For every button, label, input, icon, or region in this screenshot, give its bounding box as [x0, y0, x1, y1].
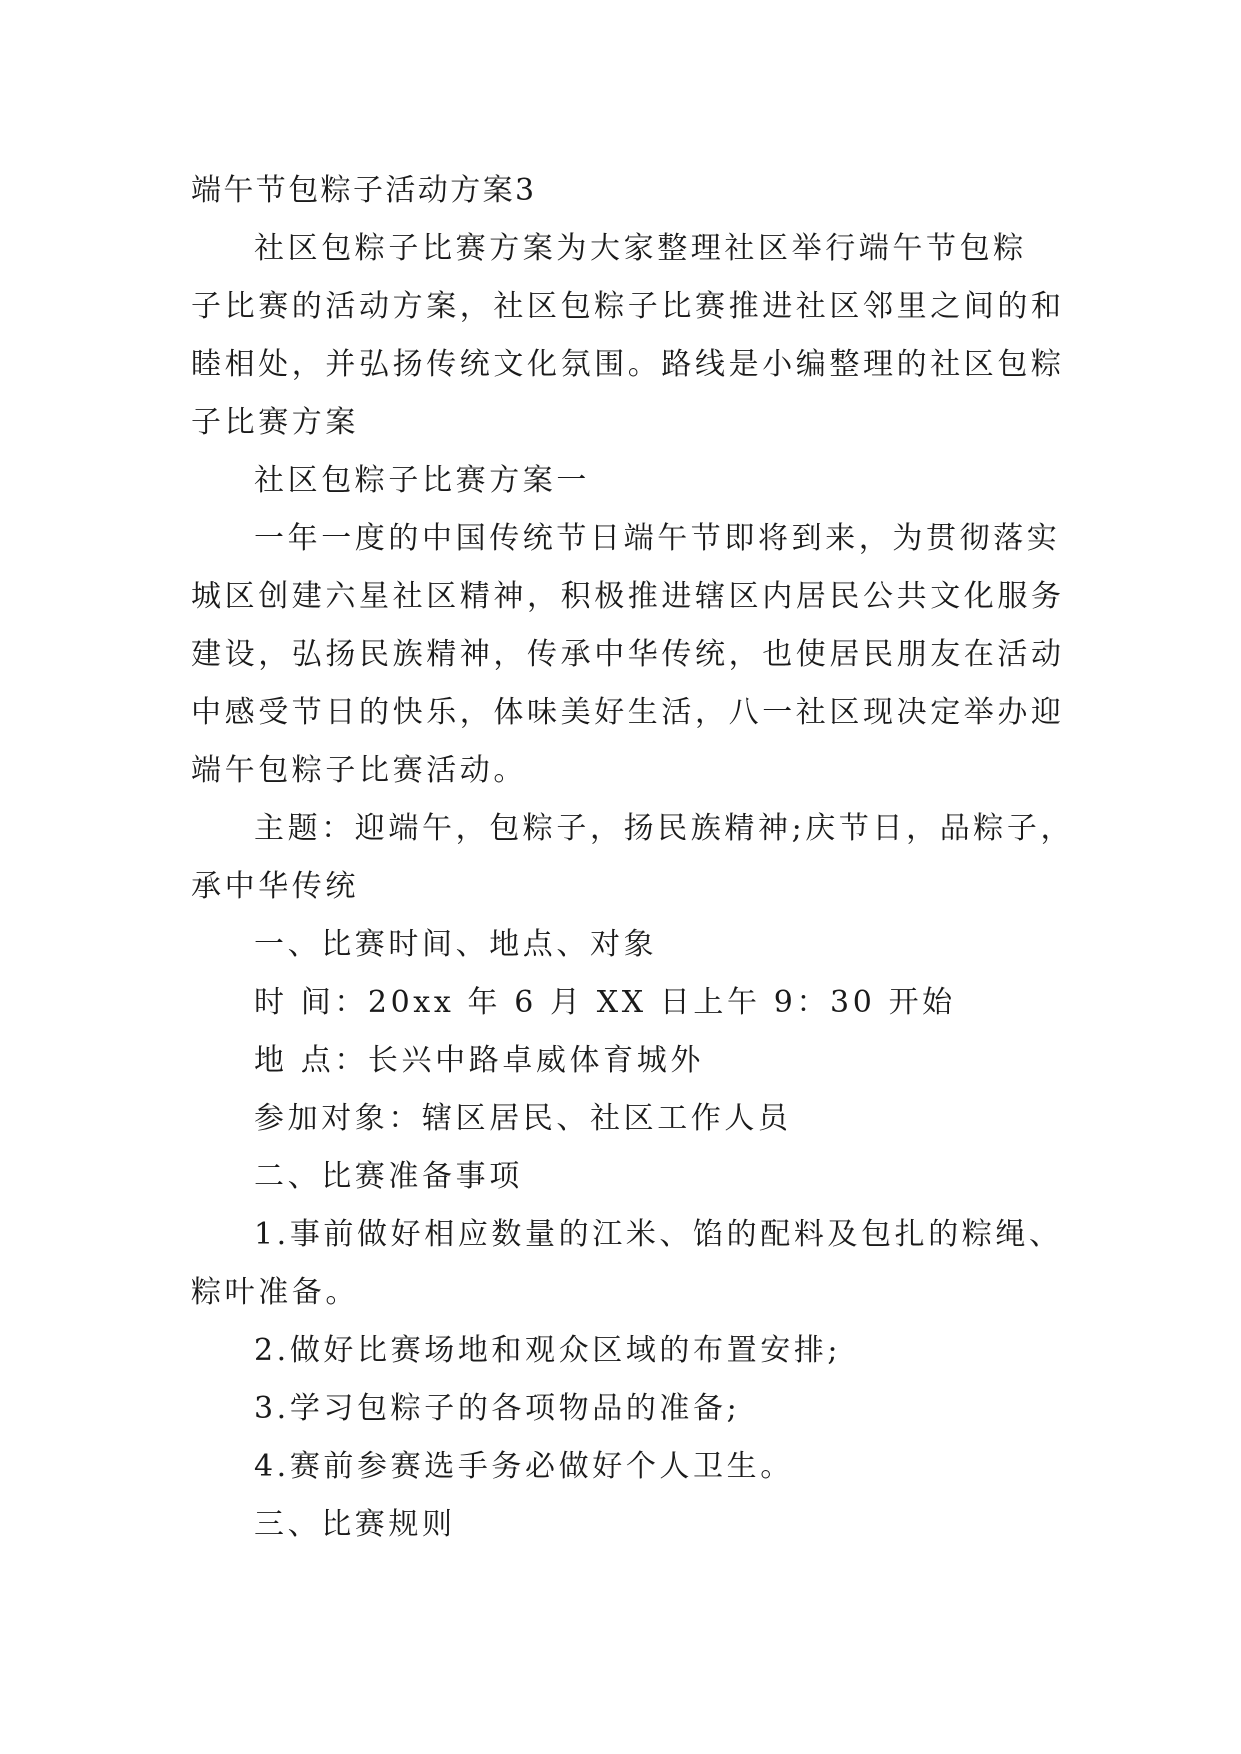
section-heading: 二、比赛准备事项: [254, 1159, 523, 1194]
section-heading: 社区包粽子比赛方案一: [254, 463, 590, 498]
text-line: 建设，弘扬民族精神，传承中华传统，也使居民朋友在活动: [191, 637, 1065, 672]
document-title: 端午节包粽子活动方案3: [191, 173, 537, 208]
document-body: [191, 162, 1075, 1554]
list-item: 1.事前做好相应数量的江米、馅的配料及包扎的粽绳、: [254, 1217, 1063, 1252]
detail-line: 地 点：长兴中路卓威体育城外: [254, 1043, 704, 1078]
list-item-continuation: 粽叶准备。: [191, 1275, 359, 1310]
section-heading: 三、比赛规则: [254, 1507, 456, 1542]
detail-line: 时 间：20xx 年 6 月 XX 日上午 9：30 开始: [254, 985, 956, 1020]
text-line: 主题：迎端午，包粽子，扬民族精神;庆节日，品粽子，: [254, 811, 1075, 846]
list-item: 3.学习包粽子的各项物品的准备;: [254, 1391, 741, 1426]
text-line: 一年一度的中国传统节日端午节即将到来，为贯彻落实: [254, 521, 1061, 556]
detail-line: 参加对象：辖区居民、社区工作人员: [254, 1101, 792, 1136]
text-line: 子比赛的活动方案，社区包粽子比赛推进社区邻里之间的和: [191, 289, 1065, 324]
list-item: 2.做好比赛场地和观众区域的布置安排;: [254, 1333, 842, 1368]
text-line: 城区创建六星社区精神，积极推进辖区内居民公共文化服务: [191, 579, 1065, 614]
text-line: 睦相处，并弘扬传统文化氛围。路线是小编整理的社区包粽: [191, 347, 1065, 382]
section-heading: 一、比赛时间、地点、对象: [254, 927, 658, 962]
text-line: 中感受节日的快乐，体味美好生活，八一社区现决定举办迎: [191, 695, 1065, 730]
text-line: 端午包粽子比赛活动。: [191, 753, 527, 788]
text-line: 子比赛方案: [191, 405, 359, 440]
text-line: 承中华传统: [191, 869, 359, 904]
text-line: 社区包粽子比赛方案为大家整理社区举行端午节包粽: [254, 231, 1027, 266]
list-item: 4.赛前参赛选手务必做好个人卫生。: [254, 1449, 794, 1484]
